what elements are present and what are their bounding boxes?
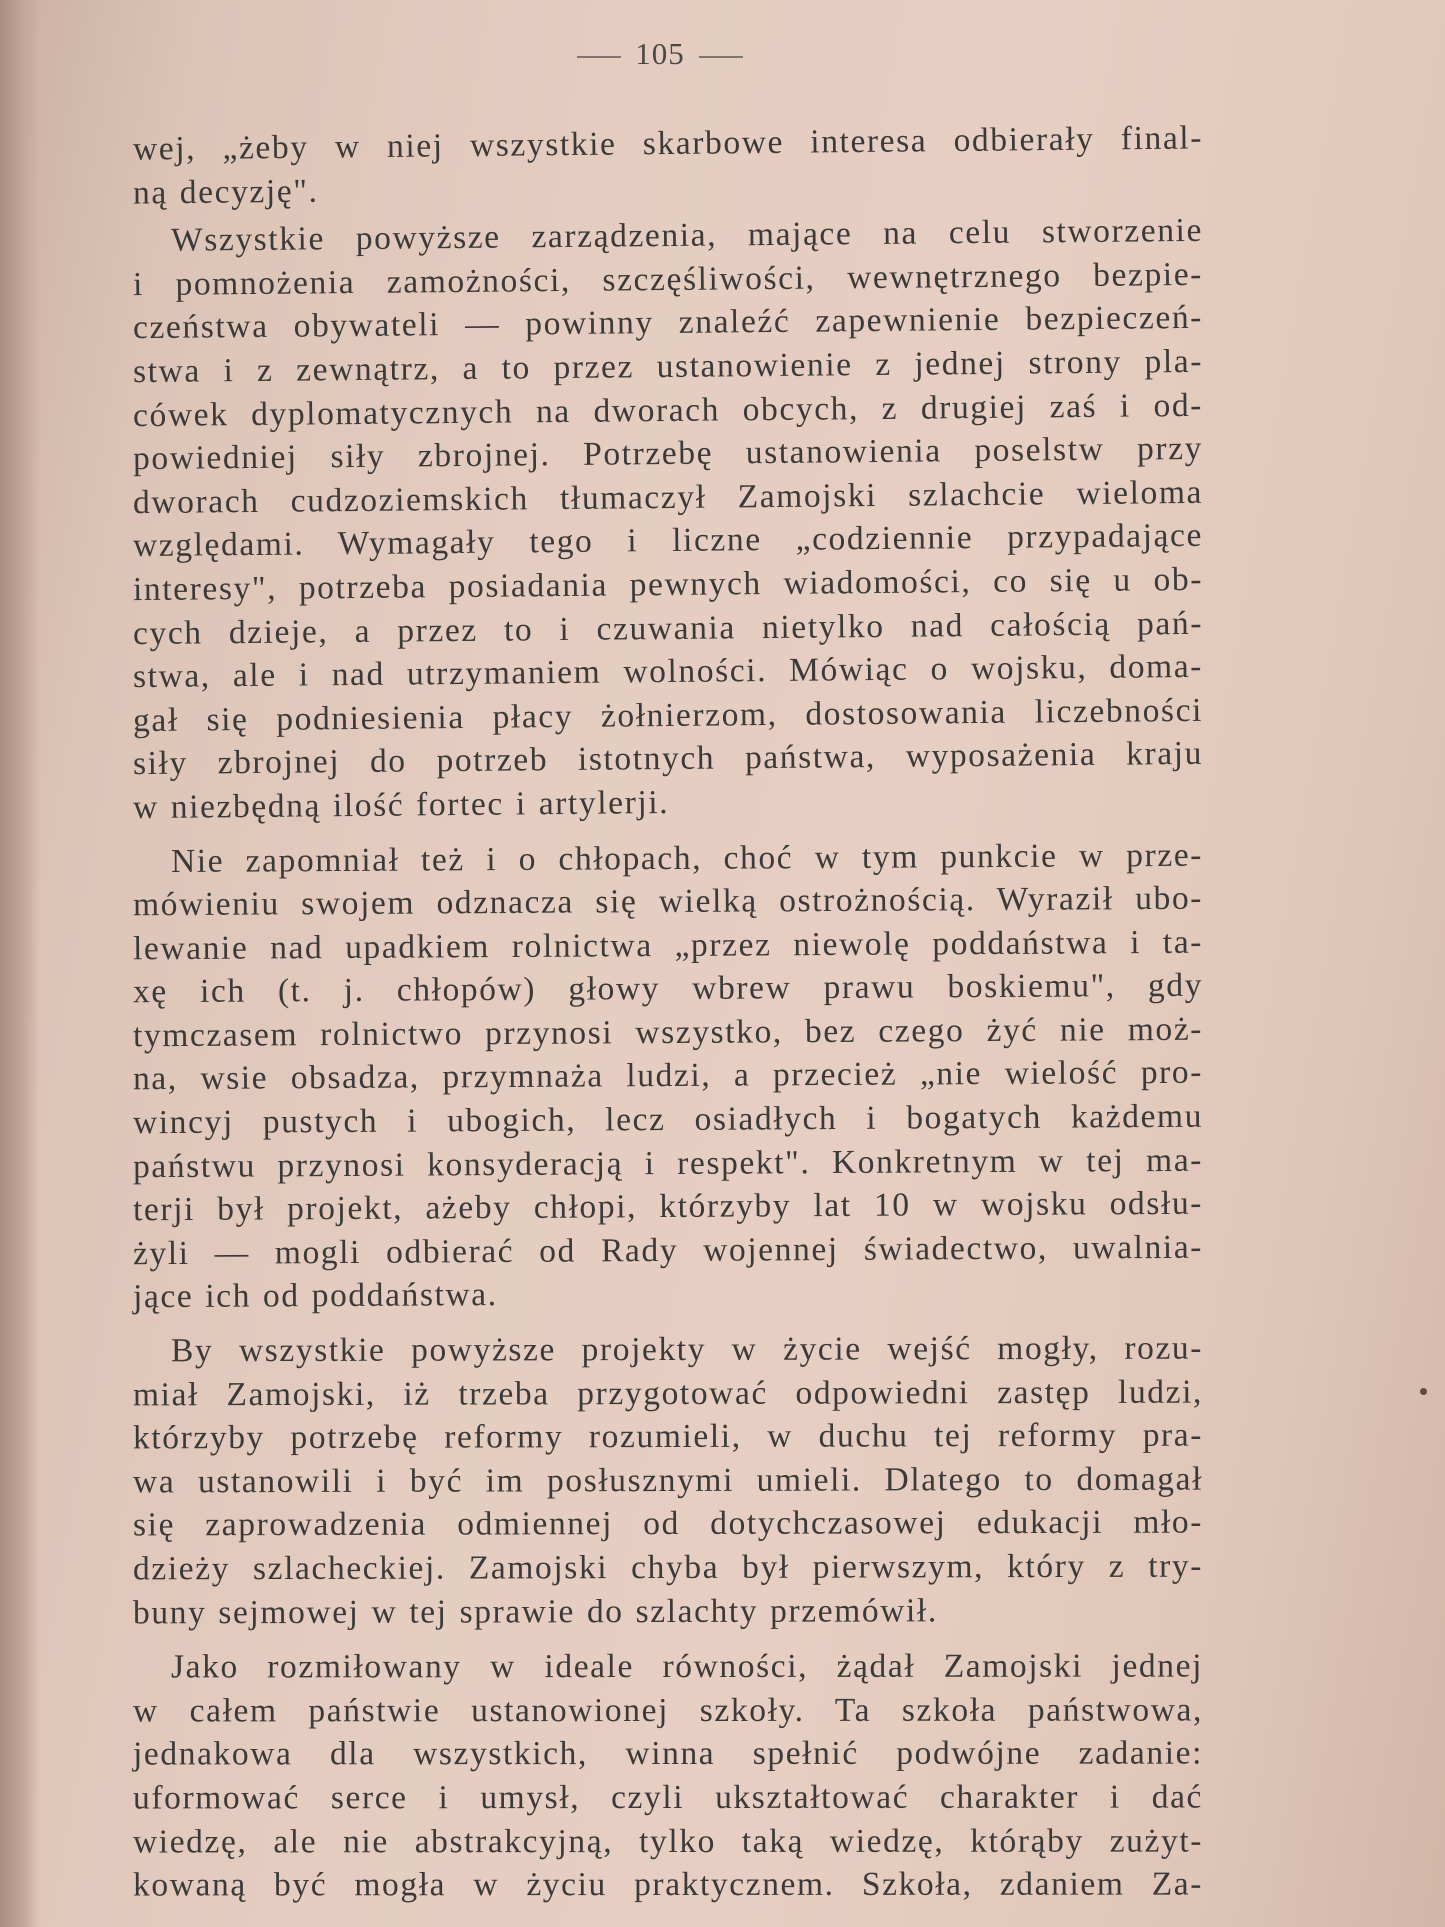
text-line: dworach cudzoziemskich tłumaczył Zamojski szlachcie wieloma — [132, 473, 1204, 521]
text-line: dzieży szlacheckiej. Zamojski chyba był pierwszym, który z try- — [132, 1547, 1204, 1588]
text-line: xę ich (t. j. chłopów) głowy wbrew prawu boskiemu", gdy — [132, 967, 1204, 1011]
paragraph-2 — [132, 212, 1204, 827]
paragraph-5 — [133, 1645, 1203, 1907]
text-line: jące ich od poddaństwa. — [132, 1276, 498, 1316]
page-edge-shadow — [0, 0, 40, 1927]
text-line: wiedzę, ale nie abstrakcyjną, tylko taką wiedzę, którąby zużyt- — [132, 1822, 1204, 1861]
text-line: gał się podniesienia płacy żołnierzom, dostosowania liczebności — [132, 691, 1204, 739]
text-line: tymczasem rolnictwo przynosi wszystko, bez czego żyć nie moż- — [132, 1010, 1204, 1055]
text-line: uformować serce i umysł, czyli ukształtować charakter i dać — [132, 1778, 1204, 1817]
text-line: siły zbrojnej do potrzeb istotnych państwa, wyposażenia kraju — [132, 735, 1204, 783]
page-number: 105 — [635, 36, 685, 71]
text-line: mówieniu swojem odznacza się wielką ostrożnością. Wyraził ubo- — [132, 879, 1204, 924]
right-dash — [699, 56, 743, 58]
text-line: wa ustanowili i być im posłusznymi umieli. Dlatego to domagał — [132, 1460, 1204, 1501]
paragraph-3 — [133, 837, 1203, 1317]
text-line: interesy", potrzeba posiadania pewnych wiadomości, co się u ob- — [132, 560, 1204, 609]
text-line: cych dzieje, a przez to i czuwania nietylko nad całością pań- — [132, 604, 1204, 652]
text-line: państwu przynosi konsyderacją i respekt". Konkretnym w tej ma- — [132, 1141, 1204, 1185]
text-line: wincyj pustych i ubogich, lecz osiadłych i bogatych każdemu — [132, 1097, 1204, 1142]
text-line: cówek dyplomatycznych na dworach obcych, z drugiej zaś i od- — [132, 386, 1204, 434]
text-line: buny sejmowej w tej sprawie do szlachty przemówił. — [132, 1591, 938, 1631]
text-line: w całem państwie ustanowionej szkoły. Ta szkoła państwowa, — [132, 1691, 1204, 1730]
text-line: i pomnożenia zamożności, szczęśliwości, wewnętrznego bezpie- — [132, 255, 1204, 303]
paragraph-1 — [132, 119, 1204, 212]
left-dash — [577, 56, 621, 58]
text-line: Nie zapomniał też i o chłopach, choć w tym punkcie w prze- — [170, 836, 1204, 880]
text-line: powiedniej siły zbrojnej. Potrzebę ustanowienia poselstw przy — [132, 430, 1204, 478]
text-line: ną decyzję". — [132, 172, 319, 212]
text-line: Jako rozmiłowany w ideale równości, żądał Zamojski jednej — [170, 1647, 1204, 1686]
text-line: lewanie nad upadkiem rolnictwa „przez niewolę poddaństwa i ta- — [132, 923, 1204, 967]
text-line: na, wsie obsadza, przymnaża ludzi, a przecież „nie wielość pro- — [132, 1054, 1204, 1098]
text-line: wej, „żeby w niej wszystkie skarbowe interesa odbierały final- — [132, 119, 1204, 168]
text-line: miał Zamojski, iż trzeba przygotować odpowiedni zastęp ludzi, — [132, 1373, 1204, 1414]
text-line: jednakowa dla wszystkich, winna spełnić podwójne zadanie: — [132, 1734, 1204, 1773]
page-number-header — [0, 36, 1320, 72]
text-line: By wszystkie powyższe projekty w życie wejść mogły, rozu- — [170, 1329, 1204, 1370]
text-line: kowaną być mogła w życiu praktycznem. Szkoła, zdaniem Za- — [132, 1865, 1204, 1904]
text-line: terji był projekt, ażeby chłopi, którzyby lat 10 w wojsku odsłu- — [132, 1184, 1204, 1229]
text-body — [132, 119, 1204, 1907]
text-line: względami. Wymagały tego i liczne „codziennie przypadające — [132, 517, 1204, 565]
text-line: stwa, ale i nad utrzymaniem wolności. Mówiąc o wojsku, doma- — [132, 647, 1204, 696]
text-line: w niezbędną ilość fortec i artylerji. — [132, 783, 670, 827]
text-line: czeństwa obywateli — powinny znaleźć zapewnienie bezpieczeń- — [132, 299, 1204, 347]
paragraph-4 — [133, 1328, 1203, 1633]
text-line: żyli — mogli odbierać od Rady wojennej świadectwo, uwalnia- — [132, 1228, 1204, 1273]
ink-spot — [1420, 1388, 1427, 1395]
text-line: stwa i z zewnątrz, a to przez ustanowienie z jednej strony pla- — [132, 342, 1204, 391]
text-line: którzyby potrzebę reformy rozumieli, w duchu tej reformy pra- — [132, 1416, 1204, 1457]
text-line: się zaprowadzenia odmiennej od dotychczasowej edukacji mło- — [132, 1504, 1204, 1544]
text-line: Wszystkie powyższe zarządzenia, mające na celu stworzenie — [170, 212, 1204, 259]
